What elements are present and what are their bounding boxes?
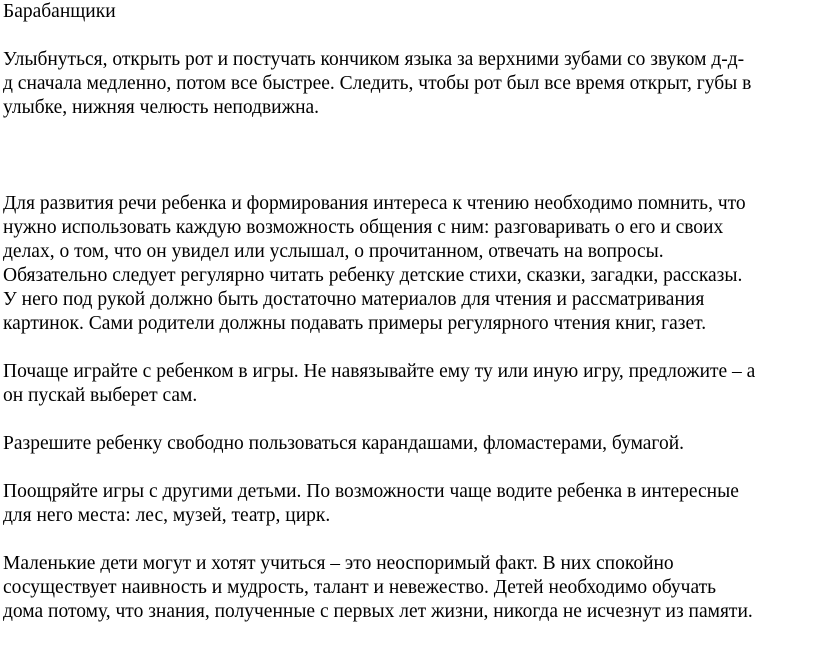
paragraph-learning <box>3 552 810 624</box>
exercise-line: д сначала медленно, потом все быстрее. Следить, чтобы рот был все время открыт, губы в <box>3 73 752 94</box>
paragraph-line: он пускай выберет сам. <box>3 385 198 406</box>
paragraph-line: для него места: лес, музей, театр, цирк. <box>3 505 331 526</box>
paragraph-line: У него под рукой должно быть достаточно материалов для чтения и рассматривания <box>3 289 705 310</box>
paragraph-games <box>3 360 810 408</box>
paragraph-line: картинок. Сами родители должны подавать примеры регулярного чтения книг, газет. <box>3 313 707 334</box>
paragraph-line: Маленькие дети могут и хотят учиться – это неоспоримый факт. В них спокойно <box>3 553 674 574</box>
paragraph-line: Разрешите ребенку свободно пользоваться карандашами, фломастерами, бумагой. <box>3 433 685 454</box>
paragraph-line: Для развития речи ребенка и формирования интереса к чтению необходимо помнить, что <box>3 193 746 214</box>
exercise-paragraph <box>3 48 810 120</box>
document-title: Барабанщики <box>3 1 116 22</box>
paragraph-line: дома потому, что знания, полученные с первых лет жизни, никогда не исчезнут из памяти. <box>3 601 753 622</box>
paragraph-line: Поощряйте игры с другими детьми. По возможности чаще водите ребенка в интересные <box>3 481 739 502</box>
paragraph-line: нужно использовать каждую возможность общения с ним: разговаривать о его и своих <box>3 217 724 238</box>
paragraph-reading-development <box>3 192 810 336</box>
paragraph-other-children <box>3 480 810 528</box>
paragraph-line: сосуществует наивность и мудрость, талант и невежество. Детей необходимо обучать <box>3 577 717 598</box>
exercise-line: улыбке, нижняя челюсть неподвижна. <box>3 97 320 118</box>
exercise-line: Улыбнуться, открыть рот и постучать кончиком языка за верхними зубами со звуком д-д- <box>3 49 745 70</box>
paragraph-line: Почаще играйте с ребенком в игры. Не навязывайте ему ту или иную игру, предложите – а <box>3 361 756 382</box>
paragraph-line: Обязательно следует регулярно читать ребенку детские стихи, сказки, загадки, рассказы. <box>3 265 743 286</box>
paragraph-line: делах, о том, что он увидел или услышал, о прочитанном, отвечать на вопросы. <box>3 241 664 262</box>
paragraph-drawing-tools <box>3 432 810 456</box>
